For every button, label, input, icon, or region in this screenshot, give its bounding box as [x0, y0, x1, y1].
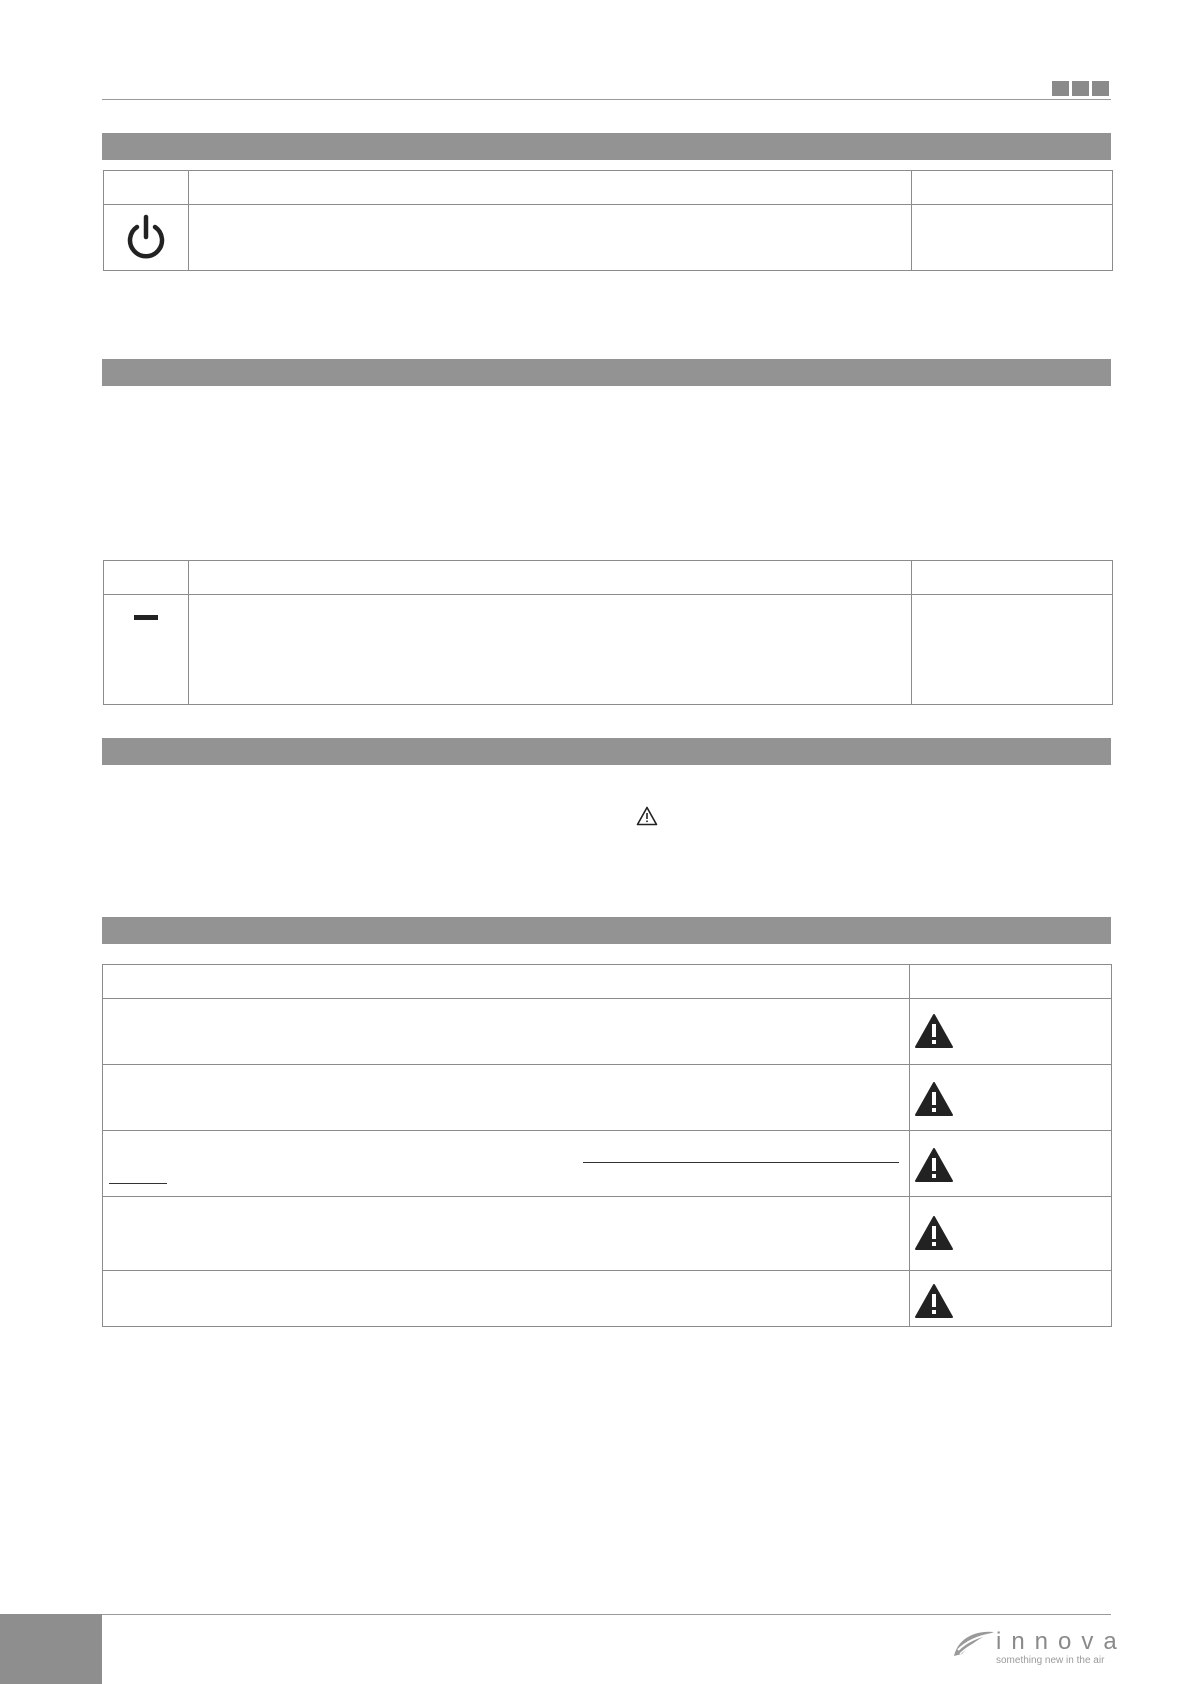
- table-3-text-cell: [103, 999, 910, 1065]
- innova-logo: [950, 1628, 1127, 1668]
- table-row: [103, 1271, 1112, 1327]
- header-square-2: [1072, 81, 1089, 96]
- section-bar-4: [102, 917, 1111, 944]
- table-row: [104, 205, 1113, 271]
- table-3-header-row: [103, 965, 1112, 999]
- table-3-icon-cell: [910, 1065, 1112, 1131]
- footer-rule: [102, 1614, 1111, 1615]
- warning-icon: [914, 1215, 954, 1251]
- minus-icon: [131, 603, 161, 633]
- table-1-header-cell: [189, 171, 912, 205]
- leaf-icon: [950, 1628, 996, 1660]
- table-row: [103, 1065, 1112, 1131]
- table-2-header-cell: [104, 561, 189, 595]
- table-2-header-cell: [189, 561, 912, 595]
- page-number-tab: [0, 1614, 102, 1684]
- warning-icon: [914, 1147, 954, 1183]
- header-square-3: [1092, 81, 1109, 96]
- table-2-header-cell: [912, 561, 1113, 595]
- table-3-text-cell: [103, 1197, 910, 1271]
- table-3-header-cell: [910, 965, 1112, 999]
- table-2-header-row: [104, 561, 1113, 595]
- table-2: [103, 560, 1113, 705]
- table-2-icon-cell: [104, 595, 189, 705]
- table-3-icon-cell: [910, 1131, 1112, 1197]
- table-3-icon-cell: [910, 1197, 1112, 1271]
- warning-icon: [914, 1283, 954, 1319]
- table-1-text-cell: [189, 205, 912, 271]
- logo-wordmark: innova: [996, 1628, 1127, 1655]
- table-row: [103, 999, 1112, 1065]
- warning-icon: [914, 1081, 954, 1117]
- table-1-icon-cell: [104, 205, 189, 271]
- table-1: [103, 170, 1113, 271]
- section-bar-3: [102, 738, 1111, 765]
- table-row: [103, 1131, 1112, 1197]
- table-1-value-cell: [912, 205, 1113, 271]
- table-row: [103, 1197, 1112, 1271]
- underline-mark: [583, 1162, 899, 1163]
- table-3: [102, 964, 1112, 1327]
- table-2-text-cell: [189, 595, 912, 705]
- warning-icon: [914, 1013, 954, 1049]
- underline-mark: [109, 1183, 167, 1184]
- section-bar-1: [102, 133, 1111, 160]
- warning-triangle-icon: [636, 806, 658, 826]
- table-3-icon-cell: [910, 999, 1112, 1065]
- table-1-header-cell: [912, 171, 1113, 205]
- table-2-value-cell: [912, 595, 1113, 705]
- header-rule: [102, 99, 1111, 100]
- table-3-icon-cell: [910, 1271, 1112, 1327]
- power-icon: [124, 213, 168, 265]
- logo-tagline: something new in the air: [996, 1655, 1105, 1666]
- header-square-1: [1052, 81, 1069, 96]
- table-row: [104, 595, 1113, 705]
- table-1-header-row: [104, 171, 1113, 205]
- table-1-header-cell: [104, 171, 189, 205]
- table-3-text-cell: [103, 1271, 910, 1327]
- section-bar-2: [102, 359, 1111, 386]
- table-3-text-cell: [103, 1131, 910, 1197]
- table-3-header-cell: [103, 965, 910, 999]
- table-3-text-cell: [103, 1065, 910, 1131]
